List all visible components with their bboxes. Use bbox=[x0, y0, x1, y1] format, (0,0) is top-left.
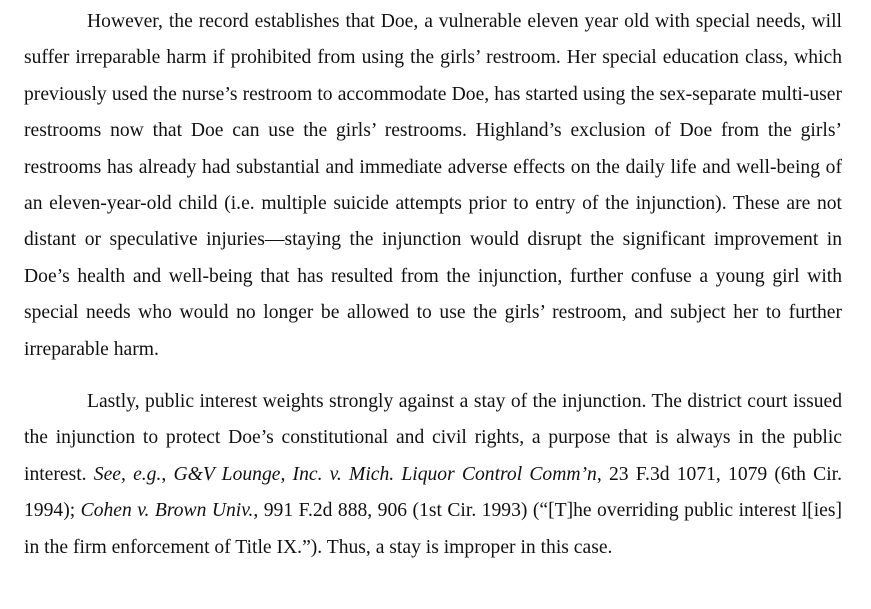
paragraph-text: , 23 F.3d 1071, 1079 (6th Cir. 1994); bbox=[24, 463, 843, 522]
document-page bbox=[24, 4, 842, 566]
paragraph-text: , bbox=[161, 463, 174, 485]
citation-signal: See, e.g. bbox=[93, 463, 162, 485]
paragraph-text: , 991 F.2d 888, 906 (1st Cir. 1993) (“[T]he overriding public interest l[ies] in the firm enforcement of Title IX.”). Thus, a stay is improper in this case. bbox=[24, 500, 842, 558]
case-name-cohen: Cohen v. Brown Univ. bbox=[80, 500, 254, 522]
case-name-gv-lounge: G&V Lounge, Inc. v. Mich. Liquor Control Comm’n bbox=[173, 463, 597, 485]
paragraph-text: However, the record establishes that Doe, a vulnerable eleven year old with special needs, will suffer irreparable harm if prohibited from using the girls’ restroom. Her special education class, which previously used the nurse’s restroom to accommodate Doe, has started using the sex-separate multi-user restrooms now that Doe can use the girls’ restrooms. Highland’s exclusion of Doe from the girls’ restrooms has already had substantial and immediate adverse effects on the daily life and well-being of an eleven-year-old child (i.e. multiple suicide attempts prior to entry of the injunction). These are not distant or speculative injuries—staying the injunction would disrupt the significant improvement in Doe’s health and well-being that has resulted from the injunction, further confuse a young girl with special needs who would no longer be allowed to use the girls’ restroom, and subject her to further irreparable harm. bbox=[24, 11, 842, 360]
paragraph-public-interest bbox=[24, 384, 842, 566]
paragraph-irreparable-harm bbox=[24, 4, 842, 368]
paragraph-text: Lastly, public interest weights strongly against a stay of the injunction. The district court issued the injunction to protect Doe’s constitutional and civil rights, a purpose that is always in the public interest. bbox=[24, 391, 842, 485]
